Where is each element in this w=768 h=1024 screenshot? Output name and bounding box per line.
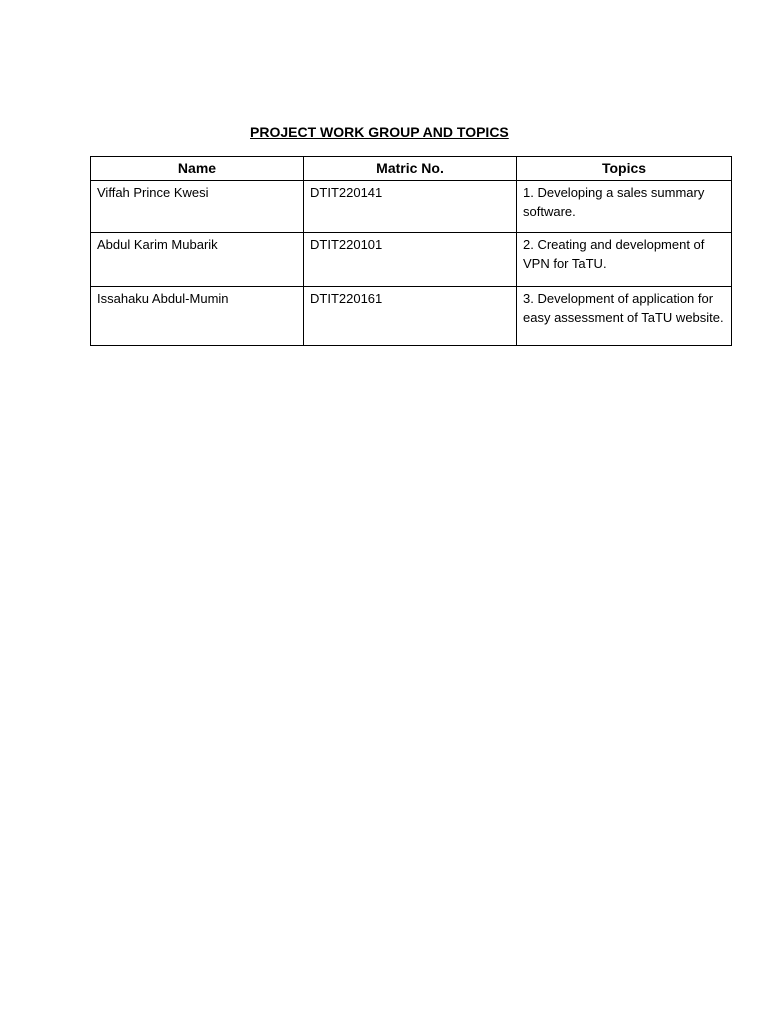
cell-matric: DTIT220101 [304, 233, 517, 287]
page-title: PROJECT WORK GROUP AND TOPICS [250, 124, 509, 140]
table-header-row [91, 157, 732, 181]
cell-topic: 1. Developing a sales summary software. [517, 181, 732, 233]
cell-topic: 2. Creating and development of VPN for TaTU. [517, 233, 732, 287]
cell-name: Issahaku Abdul-Mumin [91, 287, 304, 346]
table-row [91, 181, 732, 233]
column-header-topics: Topics [517, 157, 732, 181]
cell-name: Viffah Prince Kwesi [91, 181, 304, 233]
table-row [91, 233, 732, 287]
cell-matric: DTIT220141 [304, 181, 517, 233]
column-header-name: Name [91, 157, 304, 181]
column-header-matric: Matric No. [304, 157, 517, 181]
cell-name: Abdul Karim Mubarik [91, 233, 304, 287]
cell-matric: DTIT220161 [304, 287, 517, 346]
project-group-table [90, 156, 732, 346]
table-row [91, 287, 732, 346]
cell-topic: 3. Development of application for easy assessment of TaTU website. [517, 287, 732, 346]
